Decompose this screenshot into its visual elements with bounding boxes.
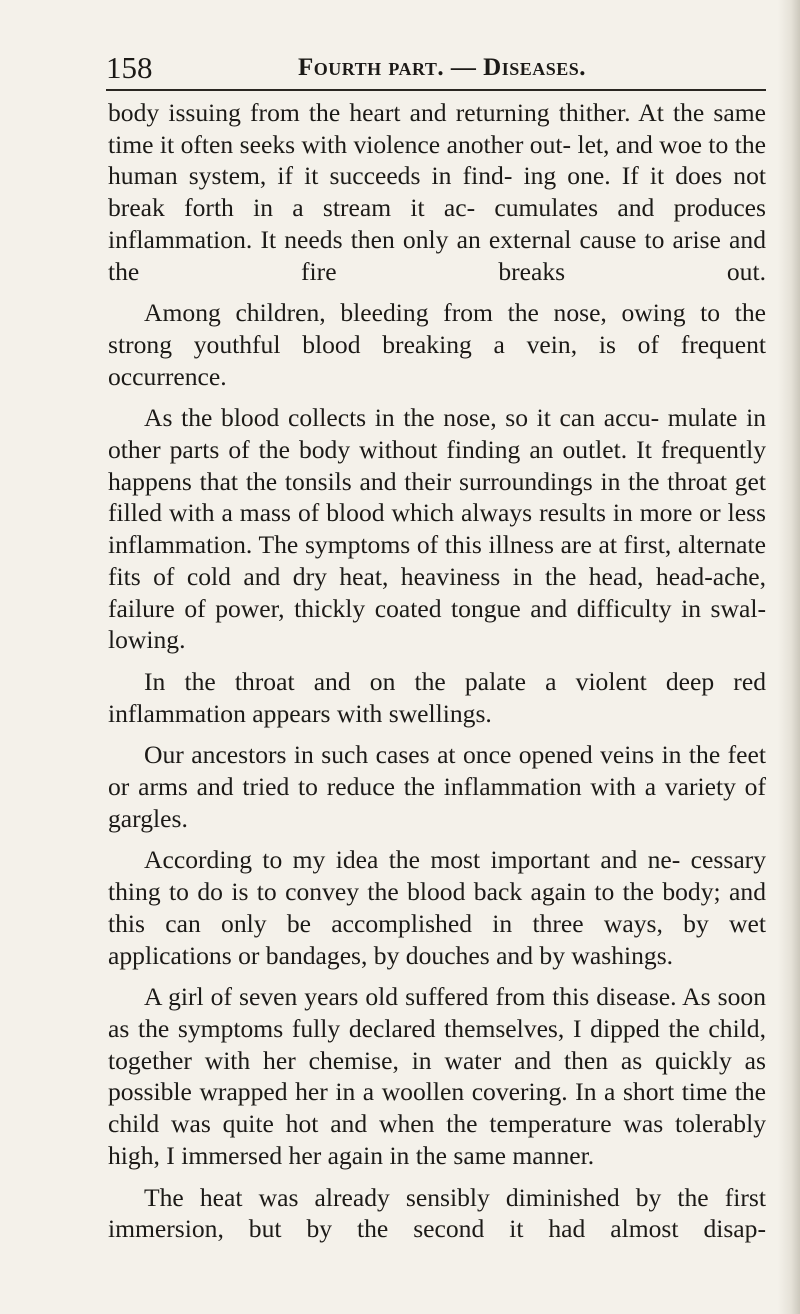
paragraph-4: In the throat and on the palate a violent deep red inflammation appears with swellings. bbox=[108, 666, 766, 728]
running-title: Fourth part. — Diseases. bbox=[298, 54, 587, 81]
page-edge-shadow bbox=[778, 0, 800, 1314]
page-number: 158 bbox=[106, 50, 153, 85]
header-rule bbox=[106, 89, 766, 91]
page-header bbox=[106, 50, 766, 90]
paragraph-7: A girl of seven years old suffered from this disease. As soon as the symptoms fully declared themselves, I dipped the child, together with her chemise, in water and then as quickly as possible wrapped her in a woollen covering. In a short time the child was quite hot and when the temperature was tolerably high, I immersed her again in the same manner. bbox=[108, 982, 766, 1170]
paragraph-1: body issuing from the heart and returning thither. At the same time it often seeks with violence another out- let, and woe to the human system, if it succeeds in find- ing one. If it does not break forth in a stream it ac- cumulates and produces inflammation. It needs then only an external cause to arise and the fire breaks out. bbox=[108, 98, 766, 286]
paragraph-3: As the blood collects in the nose, so it can accu- mulate in other parts of the body without finding an outlet. It frequently happens that the tonsils and their surroundings in the throat get filled with a mass of blood which always results in more or less inflammation. The symptoms of this illness are at first, alternate fits of cold and dry heat, heaviness in the head, head-ache, failure of power, thickly coated tongue and difficulty in swal- lowing. bbox=[108, 403, 766, 655]
paragraph-5: Our ancestors in such cases at once opened veins in the feet or arms and tried to reduce the inflammation with a variety of gargles. bbox=[108, 740, 766, 833]
body-text bbox=[108, 97, 766, 1255]
paragraph-6: According to my idea the most important and ne- cessary thing to do is to convey the blood back again to the body; and this can only be accomplished in three ways, by wet applications or bandages, by douches and by washings. bbox=[108, 845, 766, 970]
paragraph-2: Among children, bleeding from the nose, owing to the strong youthful blood breaking a vein, is of frequent occurrence. bbox=[108, 298, 766, 391]
paragraph-8: The heat was already sensibly diminished by the first immersion, but by the second it had almost disap- bbox=[108, 1182, 766, 1244]
